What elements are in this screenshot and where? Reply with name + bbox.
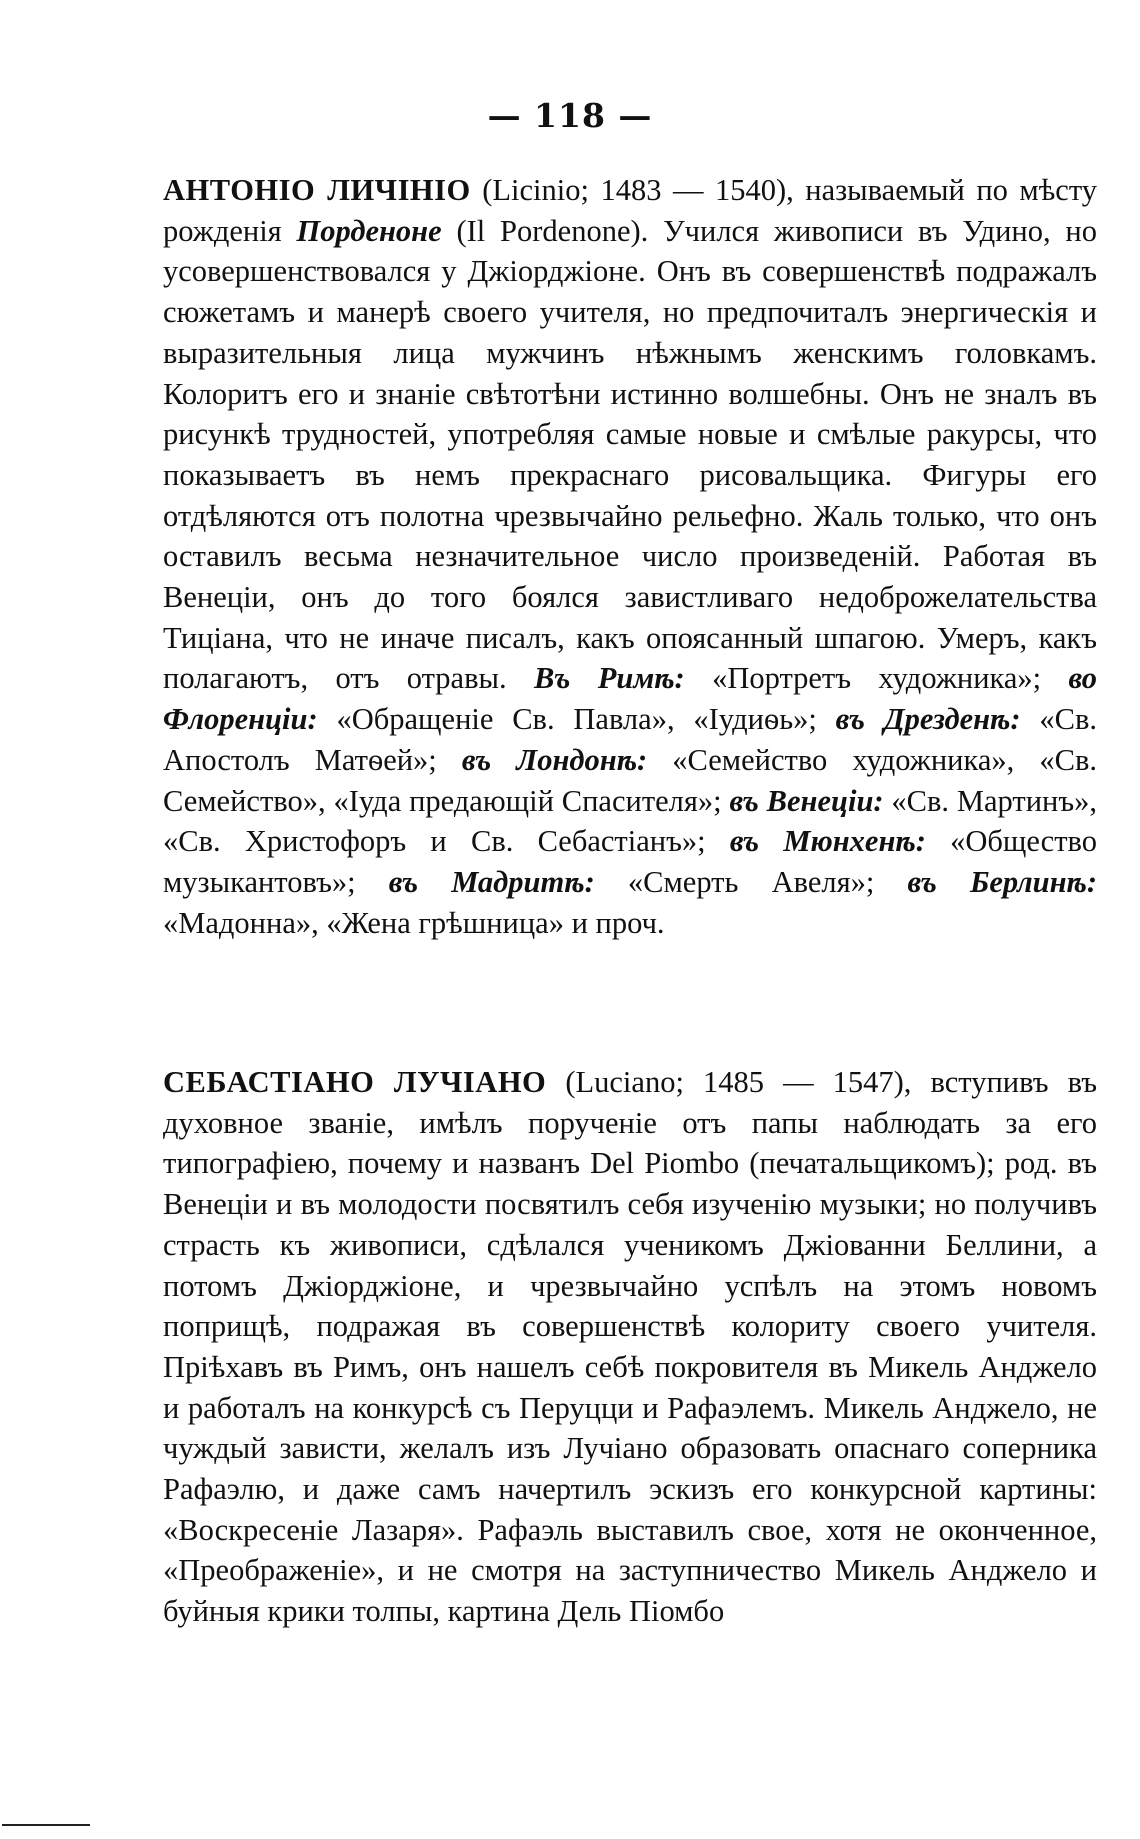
entry-text: «Общество музыкантовъ»; <box>163 824 1097 899</box>
entry-text: «Семейство художника», «Св. Семейство», «Іуда предающій Спасителя»; <box>163 742 1097 818</box>
entry-text: «Портретъ художника»; <box>684 661 1069 696</box>
artist-entry-luciano <box>163 1062 1097 1632</box>
entry-text: (Luciano; 1485 — 1547), вступивъ въ духовное званіе, имѣлъ порученіе отъ папы наблюдать за его типографіею, почему и названъ Del Piombo (печатальщикомъ); род. въ Венеціи и въ молодости посвятилъ себя изученію музыки; но получивъ страсть къ живописи, сдѣлался ученикомъ Джіованни Беллини, а потомъ Джіорджіоне, и чрезвычайно успѣлъ на этомъ новомъ поприщѣ, подражая въ совершенствѣ колориту своего учителя. Пріѣхавъ въ Римъ, онъ нашелъ себѣ покровителя въ Микель Анджело и работалъ на конкурсѣ съ Перуцци и Рафаэлемъ. Микель Анджело, не чуждый зависти, желалъ изъ Лучіано образовать опаснаго соперника Рафаэлю, и даже самъ начертилъ эскизъ его конкурсной картины: «Воскресеніе Лазаря». Рафаэль выставилъ свое, хотя не оконченное, «Преображеніе», и не смотря на заступничество Микель Анджело и буйныя крики толпы, картина Дель Піомбо <box>163 1065 1097 1629</box>
location-label: въ Дрезденѣ: <box>835 702 1021 737</box>
artist-name: АНТОНІО ЛИЧІНІО <box>163 173 471 207</box>
entry-text: «Св. Мартинъ», «Св. Христофоръ и Св. Себастіанъ»; <box>163 783 1097 859</box>
location-label: въ Лондонѣ: <box>461 742 648 777</box>
italic-name: Порденоне <box>296 213 442 248</box>
location-label: въ Венеціи: <box>729 783 884 818</box>
artist-name: СЕБАСТІАНО ЛУЧІАНО <box>163 1065 547 1099</box>
artist-entry-licinio <box>163 170 1097 943</box>
entry-text: (Licinio; 1483 — 1540), называемый по мѣсту рожденія <box>163 173 1097 248</box>
entry-text: (Il Pordenone). Учился живописи въ Удино, но усовершенствовался у Джіорджіоне. Онъ въ совершенствѣ подражалъ сюжетамъ и манерѣ своего учителя, но предпочиталъ энергическія и выразительныя лица мужчинъ нѣжнымъ женскимъ головкамъ. Колоритъ его и знаніе свѣтотѣни истинно волшебны. Онъ не зналъ въ рисункѣ трудностей, употребляя самые новые и смѣлые ракурсы, что показываетъ въ немъ прекраснаго рисовальщика. Фигуры его отдѣляются отъ полотна чрезвычайно рельефно. Жаль только, что онъ оставилъ весьма незначительное число произведеній. Работая въ Венеціи, онъ до того боялся завистливаго недоброжелательства Тиціана, что не иначе писалъ, какъ опоясанный шпагою. Умеръ, какъ полагаютъ, отъ отравы. <box>163 213 1097 696</box>
page-number: — 118 — <box>487 96 653 135</box>
entry-text: «Св. Апостолъ Матѳей»; <box>163 702 1097 777</box>
location-label: въ Мадритѣ: <box>388 864 595 899</box>
entry-text: «Обращеніе Св. Павла», «Іудиѳь»; <box>317 702 836 737</box>
location-label: въ Берлинѣ: <box>907 864 1097 899</box>
entry-text: «Смерть Авеля»; <box>594 864 908 899</box>
location-label: въ Мюнхенѣ: <box>729 824 926 859</box>
entry-text: «Мадонна», «Жена грѣшница» и проч. <box>163 905 665 940</box>
location-label: Въ Римѣ: <box>533 661 685 696</box>
page-corner-mark <box>2 1824 90 1826</box>
location-label: во Флоренціи: <box>163 661 1097 737</box>
